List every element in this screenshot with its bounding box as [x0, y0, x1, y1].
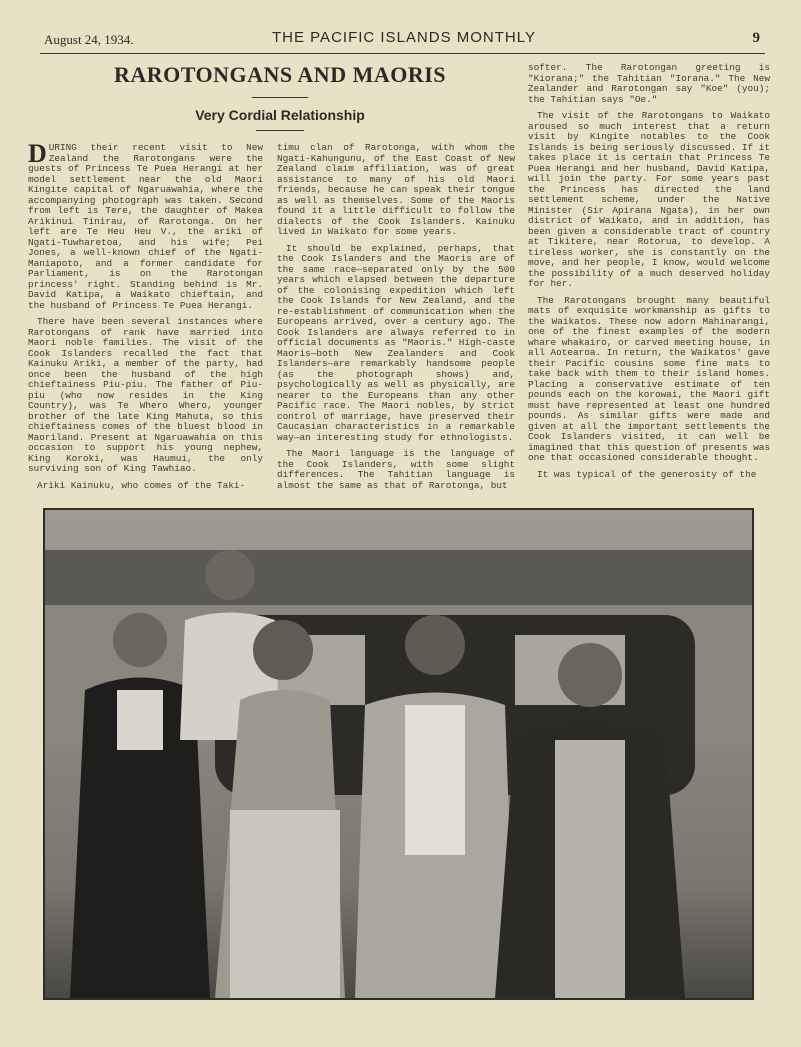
photograph-illustration — [45, 510, 752, 998]
header-rule — [40, 53, 765, 54]
article-column-2 — [277, 142, 515, 491]
column-3-paragraph: softer. The Rarotongan greeting is "Kiorana;" the Tahitian "Iorana." The New Zealander and Rarotongan say "Koe" (you); the Tahitian says "Oe." — [528, 62, 770, 105]
article-subhead: Very Cordial Relationship — [195, 107, 365, 123]
group-photograph — [43, 508, 754, 1000]
column-1-paragraph: There have been several instances where Rarotongans of rank have married into Maori noble families. The visit of the Cook Islanders recalled the fact that Kainuku Ariki, a member of the party, had once been the husband of the high chieftainess Piu-piu. The father of Piu-piu (who now resides in the King Country), was Te Whero Whero, younger brother of the late King Mahuta, so this chieftainess comes of the bluest blood in Maoriland. Present at Ngaruawahia on this occasion to support his young nephew, King Koroki, was Haumui, the only surviving son of King Tawhiao. — [28, 316, 263, 474]
verandah-roof — [45, 550, 752, 605]
column-3-paragraph: It was typical of the generosity of the — [537, 468, 757, 480]
article-column-1 — [28, 139, 263, 491]
article-headline: RAROTONGANS AND MAORIS — [113, 62, 447, 87]
column-1-paragraph — [28, 139, 263, 311]
subhead-rule — [256, 130, 304, 131]
page-number: 9 — [752, 30, 760, 46]
column-2-paragraph: The Maori language is the language of the Cook Islanders, with some slight differences. The Tahitian language is almost the same as that of Rarotonga, but — [277, 448, 515, 491]
column-2-paragraph: It should be explained, perhaps, that the Cook Islanders and the Maoris are of the same race—separated only by the 500 years which elapsed between the departure of the colonising expedition which left the Cook Islands for New Zealand, and the re-establishment of communication when the Europeans arrived, over a century ago. The Cook Islanders are always referred to in official documents as "Maoris." High-caste Maoris—both New Zealanders and Cook Islanders—are remarkably handsome people (as the photograph shows) and, psychologically as well as physically, are nearer to the Europeans than any other Pacific race. The Maori nobles, by strict control of marriage, have preserved their Caucasian characteristics in a remarkable way—an interesting study for ethnologists. — [277, 242, 515, 443]
publication-title: THE PACIFIC ISLANDS MONTHLY — [272, 29, 536, 46]
paragraph-text: URING their recent visit to New Zealand the Rarotongans were the guests of Princess Te Puea Herangi at her model settlement near the old Maori Kingite capital of Ngaruawahia, where the accompanying photograph was taken. Second from left is Tere, the daughter of Makea Arikinui Tinirau, of Rarotonga. On her left are Te Heu Heu V., the ariki of Ngati-Tuwharetoa, and his wife; Pei Jones, a well-known chief of the Ngati-Maniapoto, and a former candidate for Parliament, is on the Rarotongan princess' right. Standing behind is Mr. David Katipa, a Waikato chieftain, and the husband of Princess Te Puea Herangi. — [28, 142, 263, 311]
column-3-paragraph: The Rarotongans brought many beautiful mats of exquisite workmanship as gifts to the Waikatos. These now adorn Mahinarangi, one of the finest examples of the modern whare whakairo, or carved meeting house, in all Aotearoa. In return, the Waikatos' gave their Pacific cousins some fine mats to take back with them to their island homes. Placing a conservative estimate of ten pounds each on the korowai, the Maori gift must have represented at least one hundred pounds. As similar gifts were made and given at all the important settlements the Cook Islanders visited, it can well be imagined that this question of presents was one that occasioned considerable thought. — [528, 294, 770, 463]
column-3-paragraph: The visit of the Rarotongans to Waikato aroused so much interest that a return visit by Kingite notables to the Cook Islands is being seriously discussed. If it takes place it is certain that Princess Te Puea Herangi and her husband, David Katipa, will join the party. For some years past the Princess has directed the land settlement scheme, under the Native Minister (Sir Apirana Ngata), in her own district of Waikato, and in addition, has been given a considerable tract of country at Tikitere, near Rotorua, to develop. A tireless worker, she is constantly on the move, and her people, I know, would welcome the possibility of a much deserved holiday for her. — [528, 110, 770, 289]
article-column-3 — [528, 63, 770, 478]
running-header — [40, 28, 768, 52]
drop-cap: D — [28, 139, 47, 168]
headline-rule — [252, 97, 308, 98]
column-2-paragraph: timu clan of Rarotonga, with whom the Ngati-Kahungunu, of the East Coast of New Zealand claim affiliation, was of great assistance to many of his old Maori friends, because he can speak their tongue as well as themselves. Some of the Maoris found it a little difficult to follow the dialects of the Cook Islanders. Kainuku lived in Waikato for some years. — [277, 142, 515, 237]
issue-date: August 24, 1934. — [44, 32, 134, 47]
column-1-paragraph: Ariki Kainuku, who comes of the Taki- — [37, 479, 246, 491]
